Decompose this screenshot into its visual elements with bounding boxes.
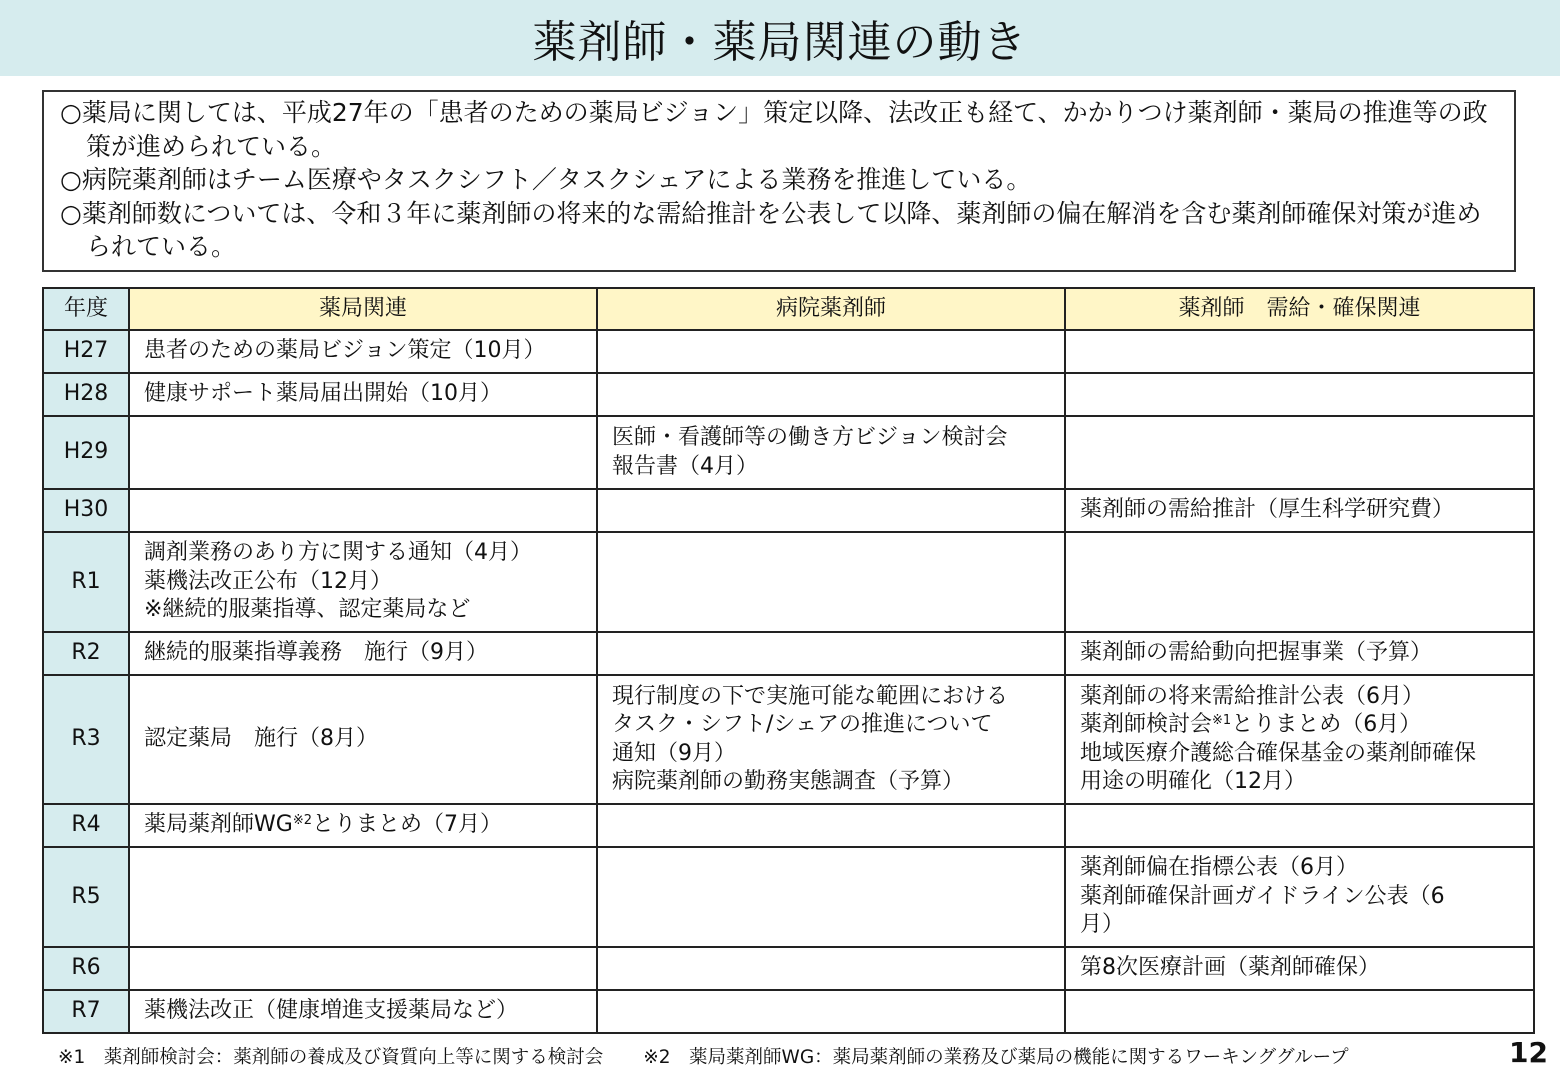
footnote-1: ※1 薬剤師検討会：薬剤師の養成及び資質向上等に関する検討会 bbox=[58, 1047, 604, 1068]
cell-line: 第8次医療計画（薬剤師確保） bbox=[1080, 955, 1380, 981]
table-row bbox=[43, 489, 1534, 532]
cell-line: ※継続的服薬指導、認定薬局など bbox=[144, 597, 471, 623]
cell-line bbox=[144, 811, 582, 840]
table-row bbox=[43, 632, 1534, 675]
cell-line bbox=[1080, 711, 1519, 740]
supply-cell bbox=[1065, 675, 1534, 804]
year-cell: H29 bbox=[43, 416, 129, 489]
table-row bbox=[43, 675, 1534, 804]
summary-item: ○病院薬剤師はチーム医療やタスクシフト／タスクシェアによる業務を推進している。 bbox=[60, 165, 1032, 194]
summary-item: ○薬剤師数については、令和３年に薬剤師の将来的な需給推計を公表して以降、薬剤師の偏在解消を含む薬剤師確保対策が進められている。 bbox=[60, 198, 1482, 261]
pharmacy-cell bbox=[129, 804, 597, 847]
cell-line: 薬剤師偏在指標公表（6月） bbox=[1080, 855, 1358, 881]
supply-cell bbox=[1065, 990, 1534, 1033]
supply-cell bbox=[1065, 947, 1534, 990]
pharmacy-cell bbox=[129, 675, 597, 804]
cell-line: 病院薬剤師の勤務実態調査（予算） bbox=[612, 769, 965, 794]
hospital-cell bbox=[597, 330, 1065, 373]
header-year: 年度 bbox=[43, 288, 129, 330]
cell-text: 薬剤師検討会 bbox=[1080, 712, 1213, 737]
hospital-cell bbox=[597, 675, 1065, 804]
header-supply: 薬剤師 需給・確保関連 bbox=[1065, 288, 1534, 330]
hospital-cell bbox=[597, 632, 1065, 675]
pharmacy-cell bbox=[129, 947, 597, 990]
cell-line: 健康サポート薬局届出開始（10月） bbox=[144, 381, 502, 407]
supply-cell bbox=[1065, 489, 1534, 532]
hospital-cell bbox=[597, 847, 1065, 947]
year-cell: R1 bbox=[43, 532, 129, 632]
supply-cell bbox=[1065, 804, 1534, 847]
table-row bbox=[43, 847, 1534, 947]
table-row bbox=[43, 532, 1534, 632]
title-bar bbox=[0, 0, 1560, 76]
cell-line: 医師・看護師等の働き方ビジョン検討会 bbox=[612, 425, 1008, 450]
cell-text: とりまとめ（6月） bbox=[1231, 712, 1422, 737]
footnotes bbox=[58, 1043, 1349, 1069]
cell-line: 薬剤師の需給動向把握事業（予算） bbox=[1080, 640, 1433, 666]
hospital-cell bbox=[597, 373, 1065, 416]
hospital-cell bbox=[597, 532, 1065, 632]
cell-line: 薬機法改正公布（12月） bbox=[144, 568, 392, 594]
year-cell: H27 bbox=[43, 330, 129, 373]
cell-text: 薬局薬剤師WG bbox=[144, 812, 293, 838]
cell-line: 調剤業務のあり方に関する通知（4月） bbox=[144, 540, 532, 566]
footnote-2: ※2 薬局薬剤師WG：薬局薬剤師の業務及び薬局の機能に関するワーキンググループ bbox=[643, 1047, 1349, 1068]
pharmacy-cell bbox=[129, 532, 597, 632]
supply-cell bbox=[1065, 416, 1534, 489]
hospital-cell bbox=[597, 990, 1065, 1033]
timeline-table bbox=[42, 287, 1535, 1034]
cell-line: 地域医療介護総合確保基金の薬剤師確保 bbox=[1080, 740, 1477, 766]
pharmacy-cell bbox=[129, 990, 597, 1033]
cell-line: 通知（9月） bbox=[612, 740, 736, 766]
table-row bbox=[43, 416, 1534, 489]
cell-line: 認定薬局 施行（8月） bbox=[144, 726, 378, 752]
header-hospital: 病院薬剤師 bbox=[597, 288, 1065, 330]
summary-item: ○薬局に関しては、平成27年の「患者のための薬局ビジョン」策定以降、法改正も経て、かかりつけ薬剤師・薬局の推進等の政策が進められている。 bbox=[60, 98, 1488, 161]
table-row bbox=[43, 804, 1534, 847]
hospital-cell bbox=[597, 947, 1065, 990]
cell-line: 薬剤師の将来需給推計公表（6月） bbox=[1080, 683, 1424, 709]
table-row bbox=[43, 373, 1534, 416]
cell-line: 月） bbox=[1080, 912, 1125, 938]
table-row bbox=[43, 330, 1534, 373]
year-cell: R3 bbox=[43, 675, 129, 804]
pharmacy-cell bbox=[129, 489, 597, 532]
cell-line: 現行制度の下で実施可能な範囲における bbox=[612, 683, 1009, 709]
cell-line: 薬剤師確保計画ガイドライン公表（6 bbox=[1080, 883, 1445, 909]
supply-cell bbox=[1065, 373, 1534, 416]
cell-text: とりまとめ（7月） bbox=[311, 812, 502, 838]
pharmacy-cell bbox=[129, 373, 597, 416]
page-number: 12 bbox=[1509, 1036, 1548, 1069]
pharmacy-cell bbox=[129, 416, 597, 489]
header-pharmacy: 薬局関連 bbox=[129, 288, 597, 330]
table-row bbox=[43, 990, 1534, 1033]
cell-line: 報告書（4月） bbox=[612, 453, 758, 479]
footnote-mark: ※1 bbox=[1212, 713, 1232, 728]
year-cell: H30 bbox=[43, 489, 129, 532]
pharmacy-cell bbox=[129, 632, 597, 675]
year-cell: R7 bbox=[43, 990, 129, 1033]
year-cell: R4 bbox=[43, 804, 129, 847]
table-row bbox=[43, 947, 1534, 990]
supply-cell bbox=[1065, 632, 1534, 675]
year-cell: R2 bbox=[43, 632, 129, 675]
cell-line: 用途の明確化（12月） bbox=[1080, 769, 1306, 794]
supply-cell bbox=[1065, 532, 1534, 632]
hospital-cell bbox=[597, 804, 1065, 847]
hospital-cell bbox=[597, 416, 1065, 489]
supply-cell bbox=[1065, 330, 1534, 373]
pharmacy-cell bbox=[129, 330, 597, 373]
cell-line: タスク・シフト/シェアの推進について bbox=[612, 712, 993, 737]
hospital-cell bbox=[597, 489, 1065, 532]
cell-line: 薬機法改正（健康増進支援薬局など） bbox=[144, 998, 519, 1024]
supply-cell bbox=[1065, 847, 1534, 947]
footnote-mark: ※2 bbox=[292, 813, 312, 829]
year-cell: R5 bbox=[43, 847, 129, 947]
summary-box bbox=[42, 90, 1516, 272]
year-cell: R6 bbox=[43, 947, 129, 990]
cell-line: 継続的服薬指導義務 施行（9月） bbox=[144, 640, 488, 666]
pharmacy-cell bbox=[129, 847, 597, 947]
cell-line: 患者のための薬局ビジョン策定（10月） bbox=[144, 338, 546, 364]
year-cell: H28 bbox=[43, 373, 129, 416]
page-title: 薬剤師・薬局関連の動き bbox=[532, 17, 1028, 68]
table-header-row bbox=[43, 288, 1534, 330]
cell-line: 薬剤師の需給推計（厚生科学研究費） bbox=[1080, 497, 1455, 523]
